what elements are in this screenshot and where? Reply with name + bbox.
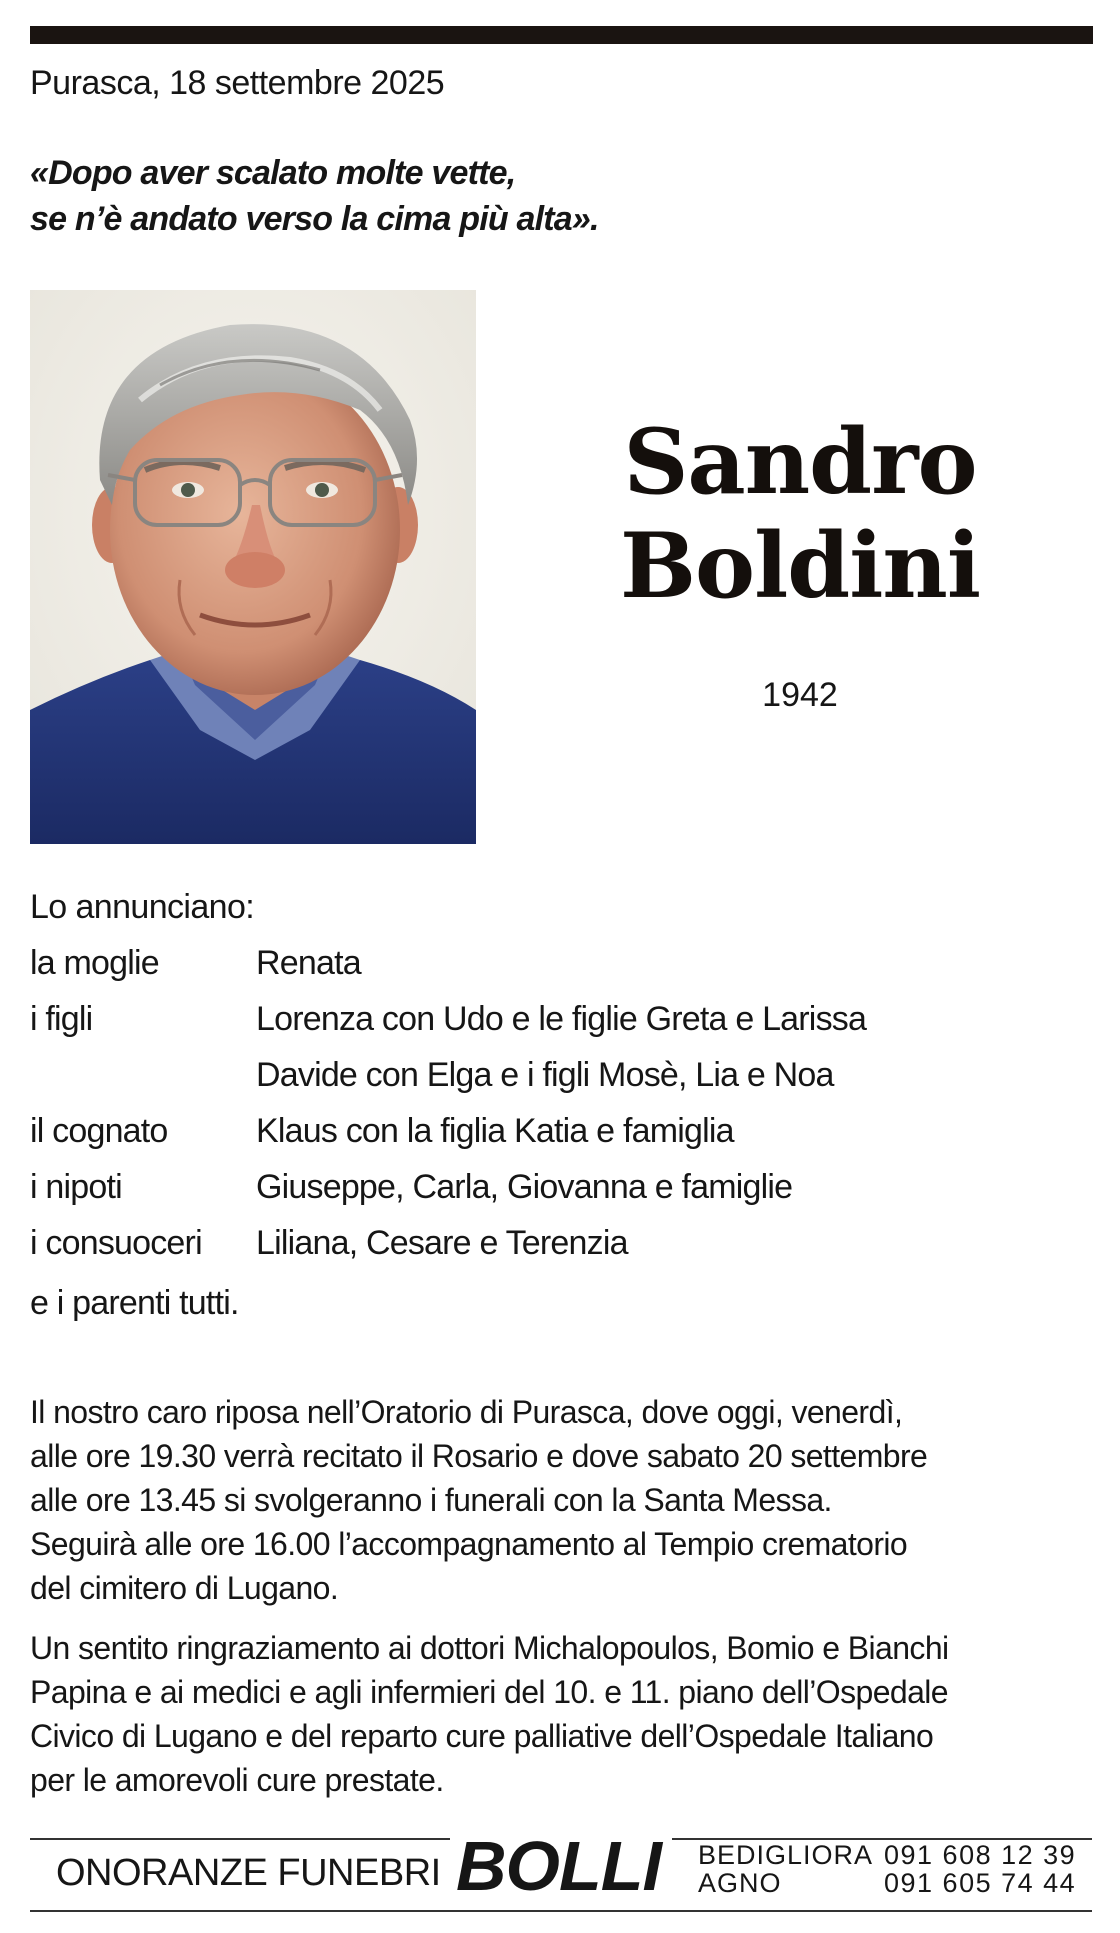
top-rule bbox=[30, 26, 1093, 44]
relative-names: Renata bbox=[256, 944, 361, 982]
birth-year: 1942 bbox=[762, 676, 838, 714]
funeral-home-logo: BOLLI bbox=[456, 1827, 661, 1905]
thanks-paragraph bbox=[30, 1626, 1090, 1802]
portrait-photo bbox=[30, 290, 476, 844]
paragraph-line: Civico di Lugano e del reparto cure palliative dell’Ospedale Italiano bbox=[30, 1718, 934, 1754]
paragraph-line: alle ore 19.30 verrà recitato il Rosario e dove sabato 20 settembre bbox=[30, 1438, 928, 1474]
funeral-service-label: ONORANZE FUNEBRI bbox=[56, 1852, 441, 1894]
relative-role: i nipoti bbox=[30, 1168, 122, 1206]
paragraph-line: Un sentito ringraziamento ai dottori Michalopoulos, Bomio e Bianchi bbox=[30, 1630, 949, 1666]
relative-names: Davide con Elga e i figli Mosè, Lia e Noa bbox=[256, 1056, 834, 1094]
footer-bottom-rule bbox=[30, 1910, 1092, 1912]
quote-line: «Dopo aver scalato molte vette, bbox=[30, 154, 516, 192]
paragraph-line: Seguirà alle ore 16.00 l’accompagnamento al Tempio crematorio bbox=[30, 1526, 908, 1562]
phone-number: 091 608 12 39 bbox=[884, 1840, 1077, 1870]
deceased-name bbox=[540, 410, 1060, 618]
paragraph-line: Papina e ai medici e agli infermieri del 10. e 11. piano dell’Ospedale bbox=[30, 1674, 948, 1710]
paragraph-line: del cimitero di Lugano. bbox=[30, 1570, 339, 1606]
last-name: Boldini bbox=[619, 513, 981, 619]
epigraph-quote bbox=[30, 150, 599, 242]
paragraph-line: alle ore 13.45 si svolgeranno i funerali con la Santa Messa. bbox=[30, 1482, 832, 1518]
relative-role: il cognato bbox=[30, 1112, 168, 1150]
announcement-intro: Lo annunciano: bbox=[30, 888, 255, 926]
funeral-details-paragraph bbox=[30, 1390, 1090, 1610]
paragraph-line: per le amorevoli cure prestate. bbox=[30, 1762, 444, 1798]
date-line: Purasca, 18 settembre 2025 bbox=[30, 64, 445, 102]
location-name: AGNO bbox=[698, 1868, 782, 1898]
location-name: BEDIGLIORA bbox=[698, 1840, 874, 1870]
relative-role: i consuoceri bbox=[30, 1224, 202, 1262]
phone-number: 091 605 74 44 bbox=[884, 1868, 1077, 1898]
relative-role: i figli bbox=[30, 1000, 93, 1038]
relative-names: Giuseppe, Carla, Giovanna e famiglie bbox=[256, 1168, 793, 1206]
announcement-closing: e i parenti tutti. bbox=[30, 1284, 239, 1322]
quote-line: se n’è andato verso la cima più alta». bbox=[30, 200, 599, 238]
paragraph-line: Il nostro caro riposa nell’Oratorio di Purasca, dove oggi, venerdì, bbox=[30, 1394, 903, 1430]
relative-names: Liliana, Cesare e Terenzia bbox=[256, 1224, 628, 1262]
relative-names: Lorenza con Udo e le figlie Greta e Larissa bbox=[256, 1000, 867, 1038]
first-name: Sandro bbox=[623, 409, 977, 515]
footer-divider bbox=[30, 1838, 450, 1840]
relative-role: la moglie bbox=[30, 944, 159, 982]
relative-names: Klaus con la figlia Katia e famiglia bbox=[256, 1112, 734, 1150]
